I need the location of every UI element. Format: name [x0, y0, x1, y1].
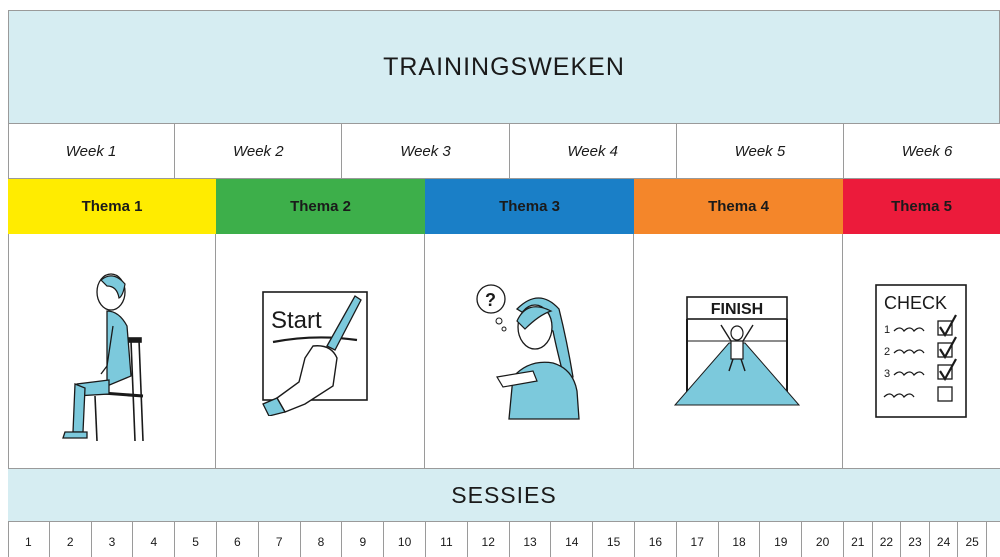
- session-cell: 1: [8, 522, 50, 557]
- session-cell: 2: [50, 522, 92, 557]
- session-cell: 5: [175, 522, 217, 557]
- sessions-band: [8, 468, 1000, 522]
- session-cell: 22: [873, 522, 902, 557]
- session-cell: 6: [217, 522, 259, 557]
- seated-person-icon: [57, 256, 167, 446]
- illustrations-row: [8, 234, 1000, 468]
- page-title: TRAININGSWEKEN: [383, 52, 625, 81]
- session-cell: 17: [677, 522, 719, 557]
- session-cell: 18: [719, 522, 761, 557]
- training-schedule: [8, 10, 1000, 557]
- week-cell: Week 1: [8, 124, 175, 179]
- week-cell: Week 5: [677, 124, 844, 179]
- thinking-woman-icon: [469, 281, 589, 421]
- session-cell: 9: [342, 522, 384, 557]
- illustration-thinking-woman: [425, 234, 634, 468]
- session-cell: 16: [635, 522, 677, 557]
- finish-text: FINISH: [710, 301, 764, 318]
- theme-header: Thema 4: [634, 179, 843, 234]
- check-item-number: 3: [883, 368, 890, 380]
- theme-header: Thema 5: [843, 179, 1000, 234]
- session-cell: 21: [844, 522, 873, 557]
- session-cell: 19: [760, 522, 802, 557]
- theme-header: Thema 1: [8, 179, 216, 234]
- session-cell: 10: [384, 522, 426, 557]
- session-cell: 15: [593, 522, 635, 557]
- start-board-icon: [255, 286, 385, 416]
- illustration-finish-line: [634, 234, 843, 468]
- session-cell: 8: [301, 522, 343, 557]
- session-cell: 3: [92, 522, 134, 557]
- session-cell: 23: [901, 522, 930, 557]
- week-cell: Week 4: [510, 124, 677, 179]
- start-text: Start: [271, 307, 322, 334]
- illustration-seated-person: [8, 234, 216, 468]
- session-cell: 7: [259, 522, 301, 557]
- weeks-row: [8, 124, 1000, 179]
- finish-line-icon: [673, 291, 803, 411]
- illustration-checklist: [843, 234, 1000, 468]
- sessions-title: SESSIES: [451, 481, 557, 508]
- check-title: CHECK: [883, 293, 947, 313]
- session-cell: 20: [802, 522, 844, 557]
- checklist-icon: [872, 281, 972, 421]
- session-cell: 24: [930, 522, 959, 557]
- sessions-row: [8, 522, 1000, 557]
- session-cell: 14: [551, 522, 593, 557]
- check-item-number: 2: [883, 346, 890, 358]
- session-cell: 25: [958, 522, 987, 557]
- question-mark: ?: [485, 290, 496, 310]
- illustration-start-board: [216, 234, 425, 468]
- week-cell: Week 6: [844, 124, 1000, 179]
- week-cell: Week 3: [342, 124, 509, 179]
- themes-row: [8, 179, 1000, 234]
- session-cell: 13: [510, 522, 552, 557]
- session-cell: 11: [426, 522, 468, 557]
- theme-header: Thema 3: [425, 179, 634, 234]
- week-cell: Week 2: [175, 124, 342, 179]
- title-band: [8, 10, 1000, 124]
- theme-header: Thema 2: [216, 179, 425, 234]
- check-item-number: 1: [883, 324, 890, 336]
- session-cell: 4: [133, 522, 175, 557]
- session-cell: 12: [468, 522, 510, 557]
